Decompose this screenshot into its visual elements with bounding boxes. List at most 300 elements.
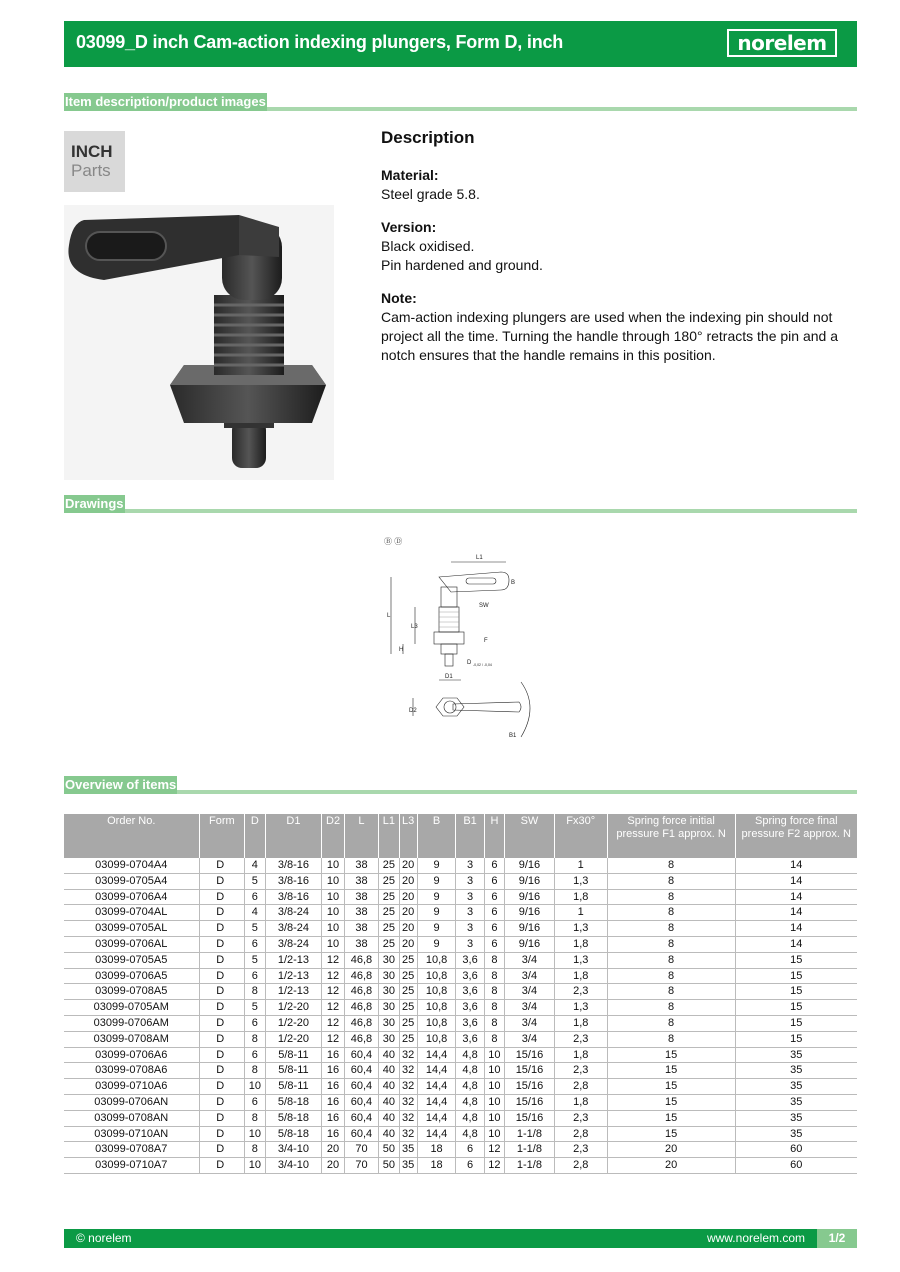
table-cell: 16 <box>322 1094 344 1110</box>
table-cell: 03099-0708A7 <box>64 1142 199 1158</box>
table-row <box>64 1063 857 1079</box>
column-header: B <box>417 814 456 858</box>
table-cell: 03099-0704A4 <box>64 858 199 873</box>
table-cell: 1,8 <box>554 936 607 952</box>
table-cell: 25 <box>379 936 399 952</box>
table-cell: 30 <box>379 952 399 968</box>
table-row <box>64 1000 857 1016</box>
table-cell: 14 <box>735 905 857 921</box>
table-body <box>64 858 857 1173</box>
inch-parts-badge <box>64 131 125 192</box>
table-cell: 2,3 <box>554 984 607 1000</box>
table-cell: 03099-0706A4 <box>64 889 199 905</box>
table-cell: D <box>199 1015 245 1031</box>
table-cell: 60,4 <box>344 1063 379 1079</box>
dim-L3: L3 <box>411 624 418 630</box>
table-cell: 20 <box>399 921 417 937</box>
logo-text: norelem <box>737 31 827 55</box>
table-cell: 1,8 <box>554 1094 607 1110</box>
items-table <box>64 814 857 1174</box>
column-header: D1 <box>265 814 322 858</box>
section-label: Drawings <box>65 496 124 511</box>
table-cell: 25 <box>379 921 399 937</box>
table-cell: 8 <box>607 889 735 905</box>
table-cell: 46,8 <box>344 984 379 1000</box>
table-cell: D <box>199 984 245 1000</box>
table-row <box>64 889 857 905</box>
table-cell: 8 <box>245 984 265 1000</box>
table-cell: 9 <box>417 921 456 937</box>
table-cell: 15 <box>735 984 857 1000</box>
badge-line1: INCH <box>71 142 113 161</box>
table-cell: 10,8 <box>417 1000 456 1016</box>
table-cell: D <box>199 1126 245 1142</box>
table-cell: 1,3 <box>554 1000 607 1016</box>
table-cell: 3/8-24 <box>265 936 322 952</box>
table-cell: 1-1/8 <box>505 1158 555 1174</box>
version-line1: Black oxidised. <box>381 238 475 254</box>
table-cell: 8 <box>607 968 735 984</box>
dim-D2: D2 <box>409 708 417 714</box>
table-cell: 60 <box>735 1158 857 1174</box>
table-cell: 12 <box>322 1031 344 1047</box>
table-cell: 8 <box>245 1142 265 1158</box>
table-row <box>64 952 857 968</box>
table-cell: 2,3 <box>554 1142 607 1158</box>
table-cell: 03099-0706A6 <box>64 1047 199 1063</box>
table-cell: 03099-0706A5 <box>64 968 199 984</box>
table-cell: 12 <box>484 1142 504 1158</box>
table-cell: 8 <box>607 936 735 952</box>
dim-SW: SW <box>479 603 489 609</box>
column-header: Order No. <box>64 814 199 858</box>
table-cell: 50 <box>379 1158 399 1174</box>
table-cell: 10 <box>245 1079 265 1095</box>
table-cell: 15 <box>607 1126 735 1142</box>
table-cell: 4 <box>245 858 265 873</box>
table-cell: 35 <box>735 1063 857 1079</box>
table-row <box>64 968 857 984</box>
column-header: L <box>344 814 379 858</box>
table-cell: 20 <box>607 1158 735 1174</box>
dim-D1: D1 <box>445 674 453 680</box>
table-cell: 25 <box>399 984 417 1000</box>
table-cell: 6 <box>245 1015 265 1031</box>
table-cell: 3/4 <box>505 952 555 968</box>
table-cell: 10 <box>484 1063 504 1079</box>
table-cell: 3,6 <box>456 1000 484 1016</box>
table-cell: 14 <box>735 889 857 905</box>
table-cell: 20 <box>322 1142 344 1158</box>
table-row <box>64 936 857 952</box>
norelem-logo <box>727 29 837 57</box>
table-cell: 6 <box>456 1142 484 1158</box>
dim-L: L <box>387 613 391 619</box>
table-row <box>64 905 857 921</box>
table-cell: 50 <box>379 1142 399 1158</box>
column-header: B1 <box>456 814 484 858</box>
table-cell: 9/16 <box>505 936 555 952</box>
column-header: Spring force initial pressure F1 approx. N <box>607 814 735 858</box>
column-header: L3 <box>399 814 417 858</box>
table-cell: D <box>199 858 245 873</box>
table-cell: 15 <box>735 968 857 984</box>
table-cell: 12 <box>322 1015 344 1031</box>
table-cell: 14 <box>735 873 857 889</box>
table-cell: D <box>199 1047 245 1063</box>
table-cell: 6 <box>245 936 265 952</box>
table-cell: 8 <box>607 858 735 873</box>
table-cell: 20 <box>607 1142 735 1158</box>
table-cell: 1-1/8 <box>505 1126 555 1142</box>
table-cell: 5/8-11 <box>265 1047 322 1063</box>
table-cell: 25 <box>399 1015 417 1031</box>
table-cell: 15 <box>607 1079 735 1095</box>
table-cell: 2,8 <box>554 1079 607 1095</box>
table-cell: 8 <box>484 968 504 984</box>
column-header: Spring force final pressure F2 approx. N <box>735 814 857 858</box>
table-cell: 10 <box>322 873 344 889</box>
table-cell: 2,8 <box>554 1126 607 1142</box>
column-header: D <box>245 814 265 858</box>
table-cell: 4,8 <box>456 1063 484 1079</box>
material-text: Steel grade 5.8. <box>381 186 480 202</box>
table-cell: 9 <box>417 905 456 921</box>
table-cell: 3/4 <box>505 1015 555 1031</box>
table-cell: 3/4 <box>505 1031 555 1047</box>
table-cell: 16 <box>322 1063 344 1079</box>
table-cell: 14,4 <box>417 1063 456 1079</box>
table-cell: D <box>199 1000 245 1016</box>
table-cell: 3 <box>456 905 484 921</box>
table-cell: 6 <box>245 1047 265 1063</box>
table-cell: 6 <box>484 936 504 952</box>
table-cell: 3 <box>456 858 484 873</box>
table-cell: 10 <box>484 1079 504 1095</box>
table-cell: 38 <box>344 905 379 921</box>
footer-website-link[interactable]: www.norelem.com <box>706 1231 805 1245</box>
table-cell: 35 <box>735 1126 857 1142</box>
table-cell: 3/4-10 <box>265 1142 322 1158</box>
table-cell: 30 <box>379 984 399 1000</box>
table-cell: 25 <box>379 905 399 921</box>
table-cell: 20 <box>322 1158 344 1174</box>
table-cell: 38 <box>344 921 379 937</box>
table-cell: D <box>199 889 245 905</box>
table-cell: 15/16 <box>505 1094 555 1110</box>
table-cell: 38 <box>344 936 379 952</box>
table-cell: 3/4 <box>505 984 555 1000</box>
table-cell: 4,8 <box>456 1110 484 1126</box>
table-cell: 9 <box>417 889 456 905</box>
table-cell: 5/8-18 <box>265 1110 322 1126</box>
table-row <box>64 1110 857 1126</box>
table-cell: 25 <box>379 873 399 889</box>
table-cell: 1,3 <box>554 921 607 937</box>
table-cell: 18 <box>417 1142 456 1158</box>
table-row <box>64 1126 857 1142</box>
table-cell: 40 <box>379 1063 399 1079</box>
table-cell: 03099-0708A5 <box>64 984 199 1000</box>
table-cell: 4,8 <box>456 1094 484 1110</box>
table-cell: 8 <box>484 1000 504 1016</box>
table-cell: 8 <box>607 873 735 889</box>
product-image <box>64 205 334 480</box>
table-cell: 1,3 <box>554 873 607 889</box>
table-cell: 8 <box>607 921 735 937</box>
table-row <box>64 1142 857 1158</box>
table-cell: 20 <box>399 936 417 952</box>
dim-tolerance: -0,02 / -0,04 <box>473 663 492 667</box>
table-cell: 40 <box>379 1126 399 1142</box>
table-cell: 25 <box>379 889 399 905</box>
table-cell: 3/4 <box>505 968 555 984</box>
table-cell: 20 <box>399 858 417 873</box>
table-cell: 1/2-20 <box>265 1031 322 1047</box>
table-cell: 03099-0705A5 <box>64 952 199 968</box>
table-cell: 32 <box>399 1110 417 1126</box>
table-cell: 46,8 <box>344 968 379 984</box>
table-cell: 15 <box>607 1063 735 1079</box>
table-cell: 32 <box>399 1126 417 1142</box>
table-cell: 6 <box>484 873 504 889</box>
table-cell: 1,8 <box>554 1047 607 1063</box>
table-cell: 3,6 <box>456 968 484 984</box>
table-cell: 14,4 <box>417 1079 456 1095</box>
column-header: D2 <box>322 814 344 858</box>
table-cell: 30 <box>379 1000 399 1016</box>
section-label: Overview of items <box>65 777 177 792</box>
table-cell: 32 <box>399 1094 417 1110</box>
table-cell: 3/8-16 <box>265 858 322 873</box>
table-cell: 03099-0705AM <box>64 1000 199 1016</box>
table-cell: 10 <box>322 905 344 921</box>
table-cell: 1/2-13 <box>265 968 322 984</box>
table-cell: 1-1/8 <box>505 1142 555 1158</box>
table-cell: 5 <box>245 921 265 937</box>
table-cell: 6 <box>484 889 504 905</box>
page-header <box>64 21 857 67</box>
table-row <box>64 873 857 889</box>
table-cell: 12 <box>322 968 344 984</box>
table-cell: 03099-0706AM <box>64 1015 199 1031</box>
table-cell: 35 <box>735 1047 857 1063</box>
table-cell: 8 <box>607 905 735 921</box>
table-cell: 12 <box>322 952 344 968</box>
table-cell: 35 <box>735 1079 857 1095</box>
technical-drawing <box>381 532 541 754</box>
table-cell: 40 <box>379 1110 399 1126</box>
table-cell: 3/8-24 <box>265 905 322 921</box>
table-cell: 3,6 <box>456 1031 484 1047</box>
table-cell: 32 <box>399 1047 417 1063</box>
table-cell: 03099-0708AN <box>64 1110 199 1126</box>
table-cell: D <box>199 952 245 968</box>
table-cell: 6 <box>245 1094 265 1110</box>
table-cell: 15/16 <box>505 1079 555 1095</box>
table-cell: 46,8 <box>344 1000 379 1016</box>
table-cell: 38 <box>344 873 379 889</box>
table-cell: 8 <box>245 1031 265 1047</box>
table-cell: 8 <box>607 952 735 968</box>
table-cell: D <box>199 1110 245 1126</box>
table-cell: 6 <box>245 968 265 984</box>
table-cell: 25 <box>399 968 417 984</box>
dim-B1: B1 <box>509 733 517 739</box>
table-cell: 8 <box>607 1000 735 1016</box>
table-cell: 16 <box>322 1126 344 1142</box>
table-cell: 32 <box>399 1063 417 1079</box>
table-cell: 46,8 <box>344 1031 379 1047</box>
table-cell: 9/16 <box>505 905 555 921</box>
table-cell: 1,8 <box>554 968 607 984</box>
table-cell: 10 <box>484 1110 504 1126</box>
table-cell: 8 <box>245 1110 265 1126</box>
table-cell: 35 <box>399 1158 417 1174</box>
dim-H: H <box>399 647 404 653</box>
table-cell: 35 <box>399 1142 417 1158</box>
table-cell: 15 <box>607 1094 735 1110</box>
table-cell: 20 <box>399 905 417 921</box>
table-cell: 3 <box>456 936 484 952</box>
table-cell: 25 <box>399 952 417 968</box>
version-label: Version: <box>381 219 437 235</box>
table-cell: 12 <box>322 984 344 1000</box>
table-row <box>64 1047 857 1063</box>
table-cell: 70 <box>344 1158 379 1174</box>
table-row <box>64 858 857 873</box>
note-text: Cam-action indexing plungers are used when the indexing pin should not project all the time. Turning the handle through 180° retracts the pin and a notch ensures that the handle remains in this position. <box>381 309 838 363</box>
table-cell: 2,3 <box>554 1031 607 1047</box>
table-cell: 18 <box>417 1158 456 1174</box>
table-cell: 40 <box>379 1079 399 1095</box>
table-cell: 1 <box>554 905 607 921</box>
table-cell: D <box>199 873 245 889</box>
column-header: H <box>484 814 504 858</box>
footer-copyright: © norelem <box>76 1231 132 1245</box>
table-cell: 9/16 <box>505 889 555 905</box>
table-cell: 10 <box>245 1126 265 1142</box>
table-cell: 1/2-13 <box>265 984 322 1000</box>
table-cell: 8 <box>484 984 504 1000</box>
table-cell: 8 <box>607 984 735 1000</box>
table-cell: D <box>199 921 245 937</box>
table-cell: 03099-0705A4 <box>64 873 199 889</box>
table-cell: D <box>199 905 245 921</box>
table-cell: 12 <box>484 1158 504 1174</box>
table-cell: 1,3 <box>554 952 607 968</box>
column-header: Form <box>199 814 245 858</box>
table-cell: 2,8 <box>554 1158 607 1174</box>
table-cell: 3/4 <box>505 1000 555 1016</box>
table-cell: 40 <box>379 1047 399 1063</box>
table-cell: 10,8 <box>417 968 456 984</box>
table-cell: 8 <box>245 1063 265 1079</box>
table-cell: 10 <box>322 936 344 952</box>
table-cell: 6 <box>484 921 504 937</box>
table-cell: 35 <box>735 1110 857 1126</box>
table-cell: 14 <box>735 858 857 873</box>
table-cell: 03099-0710AN <box>64 1126 199 1142</box>
table-cell: 03099-0706AN <box>64 1094 199 1110</box>
table-cell: 14,4 <box>417 1126 456 1142</box>
table-cell: 10,8 <box>417 952 456 968</box>
table-cell: 40 <box>379 1094 399 1110</box>
table-cell: 10 <box>484 1094 504 1110</box>
table-cell: 10 <box>322 921 344 937</box>
table-cell: 1 <box>554 858 607 873</box>
table-cell: 03099-0710A7 <box>64 1158 199 1174</box>
table-cell: 5 <box>245 873 265 889</box>
section-drawings <box>64 495 857 513</box>
table-cell: 2,3 <box>554 1110 607 1126</box>
table-cell: 1/2-20 <box>265 1015 322 1031</box>
table-cell: 3 <box>456 921 484 937</box>
table-row <box>64 1094 857 1110</box>
column-header: Fx30° <box>554 814 607 858</box>
table-row <box>64 1015 857 1031</box>
table-cell: 15 <box>735 1031 857 1047</box>
section-divider <box>64 790 857 794</box>
table-cell: 32 <box>399 1079 417 1095</box>
dim-F: F <box>484 638 488 644</box>
table-cell: 14,4 <box>417 1094 456 1110</box>
table-cell: 3/8-24 <box>265 921 322 937</box>
table-cell: 30 <box>379 1015 399 1031</box>
table-cell: 1/2-13 <box>265 952 322 968</box>
page-title: 03099_D inch Cam-action indexing plungers, Form D, inch <box>76 32 564 52</box>
table-cell: 3,6 <box>456 952 484 968</box>
table-cell: 9 <box>417 858 456 873</box>
table-row <box>64 1031 857 1047</box>
table-cell: 9/16 <box>505 858 555 873</box>
table-cell: 15/16 <box>505 1110 555 1126</box>
table-cell: 60,4 <box>344 1126 379 1142</box>
table-cell: 9 <box>417 936 456 952</box>
table-cell: 3/8-16 <box>265 873 322 889</box>
table-cell: 10,8 <box>417 1031 456 1047</box>
note-label: Note: <box>381 290 417 306</box>
table-cell: 3,6 <box>456 984 484 1000</box>
table-cell: 20 <box>399 889 417 905</box>
table-cell: D <box>199 1142 245 1158</box>
table-cell: 5/8-18 <box>265 1094 322 1110</box>
dim-L1: L1 <box>476 555 483 561</box>
table-cell: 03099-0708AM <box>64 1031 199 1047</box>
column-header: L1 <box>379 814 399 858</box>
table-cell: 3 <box>456 889 484 905</box>
table-cell: 10 <box>484 1047 504 1063</box>
table-cell: 3 <box>456 873 484 889</box>
table-cell: 10 <box>322 889 344 905</box>
table-cell: 2,3 <box>554 1063 607 1079</box>
table-cell: 15/16 <box>505 1063 555 1079</box>
section-product <box>64 93 857 111</box>
table-row <box>64 1079 857 1095</box>
table-cell: 15/16 <box>505 1047 555 1063</box>
dim-B: B <box>511 580 516 586</box>
table-cell: 4 <box>245 905 265 921</box>
table-cell: 5 <box>245 952 265 968</box>
table-cell: 38 <box>344 858 379 873</box>
table-cell: 1,8 <box>554 1015 607 1031</box>
drawing-marks: Ⓑ Ⓓ <box>384 537 403 546</box>
table-cell: 3/4-10 <box>265 1158 322 1174</box>
table-cell: D <box>199 1094 245 1110</box>
table-cell: 25 <box>399 1031 417 1047</box>
dim-D: D <box>467 660 472 666</box>
table-cell: 9/16 <box>505 873 555 889</box>
